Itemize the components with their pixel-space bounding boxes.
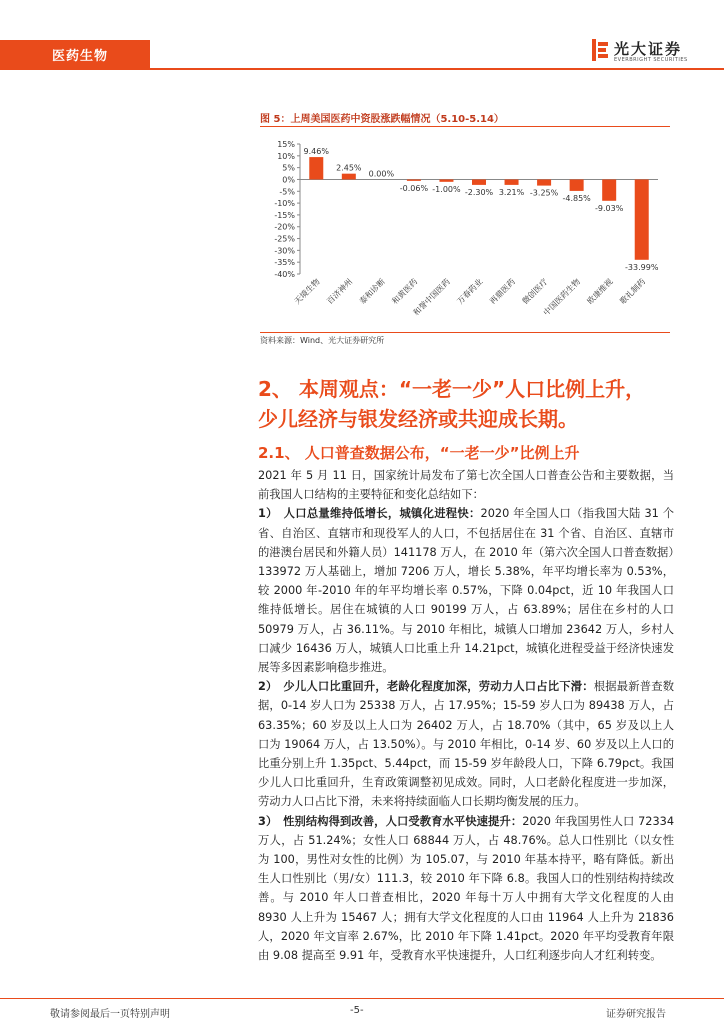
subsection-heading: 2.1、 人口普查数据公布，“一老一少”比例上升 [258, 444, 580, 462]
bar-2 [342, 174, 356, 180]
y-tick-label: -15% [274, 210, 295, 220]
section-tag [0, 40, 150, 68]
x-tick-label: 和誉中国医药 [411, 277, 452, 318]
section-heading-line-2: 少儿经济与银发经济或共迎成长期。 [258, 407, 578, 431]
paragraph-3 [258, 812, 674, 966]
page-number: -5- [350, 1005, 364, 1016]
x-tick-label: 微创医疗 [520, 277, 550, 307]
y-tick-label: -25% [274, 234, 295, 244]
footer-report-type: 证券研究报告 [606, 1009, 666, 1020]
bar-value-label: -0.06% [399, 183, 429, 193]
figure-title-rule [260, 126, 670, 127]
bar-value-label: -2.30% [464, 187, 494, 197]
bar-11 [635, 179, 649, 259]
x-tick-label: 歌礼制药 [618, 277, 648, 307]
paragraph-2 [258, 677, 674, 811]
y-tick-label: -30% [274, 246, 295, 256]
y-tick-label: -10% [274, 199, 295, 209]
bar-value-label: 9.46% [303, 147, 329, 157]
paragraph-1-body: 2020 年全国人口（指我国大陆 31 个省、自治区、直辖市和现役军人的人口，不包括居住在 31 个省、自治区、直辖市的港澳台居民和外籍人员）141178 万人，在 2010 年（第六次全国人口普查数据）133972 万人基础上，增加 7206 万人，增长 5.38%，年平均增长率为 0.53%，较 2000 年-2010 年的年平均增长率 0.57%，下降 0.04pct，近 10 年我国人口维持低增长。居住在城镇的人口 90199 万人，占 63.89%；居住在乡村的人口 50979 万人，占 36.11%。与 2010 年相比，城镇人口增加 23642 万人，乡村人口减少 16436 万人，城镇人口比重上升 14.21pct，城镇化进程受益于经济快速发展等多因素影响稳步推进。 [258, 507, 674, 675]
footer-disclaimer: 敬请参阅最后一页特别声明 [50, 1009, 170, 1020]
figure-title: 图 5：上周美国医药中资股涨跌幅情况（5.10-5.14） [260, 114, 504, 125]
bar-value-label: -1.00% [432, 184, 461, 194]
figure-source-rule [260, 332, 670, 333]
y-tick-label: -35% [274, 258, 295, 268]
paragraph-3-body: 2020 年我国男性人口 72334 万人，占 51.24%；女性人口 68844 万人，占 48.76%。总人口性别比（以女性为 100，男性对女性的比例）为 105.07，与 2010 年基本持平，略有降低。新出生人口性别比（男/女）111.3，较 2010 年下降 6.8。我国人口的性别结构持续改善。与 2010 年人口普查相比，2020 年每十万人中拥有大学文化程度的人由 8930 人上升为 15467 人；拥有大学文化程度的人口由 11964 人上升为 21836 人，2020 年文盲率 2.67%，比 2010 年下降 1.41pct。2020 年平均受教育年限由 9.08 提高至 9.91 年，受教育水平快速提升，人口红利逐步向人才红利转变。 [258, 814, 675, 963]
section-heading-line-1: 2、 本周观点：“一老一少”人口比例上升， [258, 377, 646, 401]
bar-value-label: -3.25% [529, 188, 559, 198]
y-tick-label: -40% [274, 270, 295, 279]
x-tick-label: 百济神州 [325, 277, 355, 307]
brand-subtitle: EVERBRIGHT SECURITIES [614, 57, 688, 63]
bar-7 [505, 179, 519, 184]
bar-1 [309, 157, 323, 179]
x-tick-label: 和黄医药 [390, 277, 420, 307]
footer-divider [0, 998, 724, 999]
header-divider [0, 68, 724, 70]
bar-value-label: 3.21% [498, 187, 525, 197]
y-tick-label: -5% [279, 187, 295, 197]
bar-5 [439, 179, 453, 181]
body-text [258, 466, 674, 965]
y-tick-label: 5% [282, 163, 295, 173]
paragraph-2-lead: 2） 少儿人口比重回升，老龄化程度加深，劳动力人口占比下滑： [258, 680, 594, 694]
y-tick-label: 0% [282, 175, 295, 185]
figure-source: 资料来源：Wind、光大证券研究所 [260, 336, 385, 345]
bar-chart [258, 132, 672, 332]
bar-value-label: -9.03% [595, 203, 624, 213]
bar-9 [570, 179, 584, 190]
bar-value-label: -4.85% [562, 193, 591, 203]
page-header [0, 0, 724, 72]
y-tick-label: 15% [277, 140, 295, 149]
y-tick-label: 10% [277, 151, 295, 161]
x-tick-label: 泰和诊断 [357, 277, 387, 307]
y-tick-label: -20% [274, 222, 295, 232]
bar-4 [407, 179, 421, 180]
brand-name: 光大证券 [614, 40, 683, 58]
section-tag-label: 医药生物 [52, 49, 109, 64]
bar-10 [602, 179, 616, 200]
x-tick-label: 欧康维视 [585, 277, 615, 307]
bar-8 [537, 179, 551, 185]
everbright-logo-icon [590, 38, 610, 62]
paragraph-1-lead: 1） 人口总量维持低增长，城镇化进程快： [258, 507, 481, 521]
x-tick-label: 再鼎医药 [487, 277, 517, 307]
bar-6 [472, 179, 486, 184]
paragraph-2-body: 根据最新普查数据，0-14 岁人口为 25338 万人，占 17.95%；15-59 岁人口为 89438 万人，占 63.35%；60 岁及以上人口为 26402 万人，占 18.70%（其中，65 岁及以上人口为 19064 万人，占 13.50%）。与 2010 年相比，0-14 岁、60 岁及以上人口的比重分别上升 1.35pct、5.44pct，而 15-59 岁年龄段人口，下降 6.79pct。我国少儿人口比重回升，生育政策调整初见成效。同时，人口老龄化程度进一步加深，劳动力人口占比下滑，未来将持续面临人口长期均衡发展的压力。 [258, 680, 674, 809]
x-tick-label: 天境生物 [292, 277, 322, 307]
paragraph-3-lead: 3） 性别结构得到改善，人口受教育水平快速提升： [258, 814, 523, 828]
x-tick-label: 万春药业 [455, 277, 485, 307]
brand-logo [590, 38, 710, 66]
section-heading [258, 374, 645, 434]
bar-value-label: 0.00% [368, 169, 395, 179]
bar-value-label: 2.45% [336, 163, 362, 173]
x-tick-label: 中国医药生物 [541, 277, 583, 318]
paragraph-1 [258, 504, 674, 677]
paragraph-intro: 2021 年 5 月 11 日，国家统计局发布了第七次全国人口普查公告和主要数据，当前我国人口结构的主要特征和变化总结如下： [258, 469, 674, 502]
bar-value-label: -33.99% [625, 262, 659, 272]
